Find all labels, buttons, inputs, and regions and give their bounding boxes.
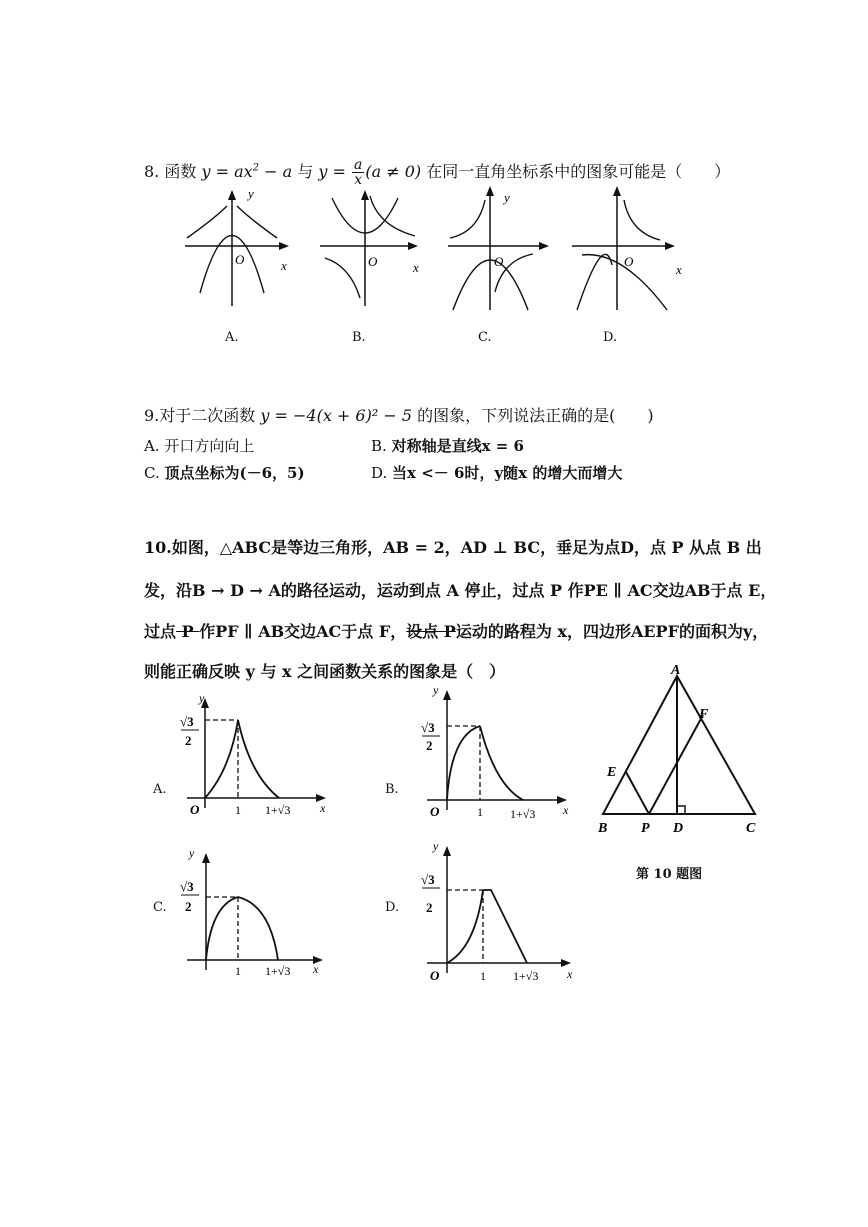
q10-line-3: 过点 P 作PF ∥ AB交边AC于点 F，设点 P运动的路程为 x，四边形AEPF的面积为y， — [144, 622, 769, 641]
q8-a-x-label: x — [281, 258, 287, 273]
q10-c-x-label: x — [313, 962, 319, 976]
q10-graph-b — [415, 680, 585, 820]
q9-option-b: B. 对称轴是直线x = 6 — [371, 437, 524, 455]
q9-stem — [144, 403, 654, 426]
q10-triangle-figure — [593, 662, 783, 842]
q8-expr1-b: − a — [259, 162, 293, 181]
q8-expr2-a: y = — [318, 162, 346, 181]
q10-d-x-end: 1+√3 — [513, 969, 539, 983]
q9-text-a: 对于二次函数 — [159, 406, 256, 425]
q9-expr: y = −4(x + 6)² − 5 — [260, 406, 413, 425]
q10-d-x-one: 1 — [480, 969, 486, 983]
q8-graph-b — [320, 188, 440, 308]
q8-frac-num: a — [353, 157, 363, 173]
q10-option-c: C. — [153, 900, 167, 915]
q8-expr1-a: y = ax — [201, 162, 253, 181]
q10-b-x-end: 1+√3 — [510, 807, 536, 821]
q10-graph-a — [175, 690, 345, 820]
q10-a-x-end: 1+√3 — [265, 803, 291, 817]
q8-graph-c — [448, 180, 573, 310]
q8-d-x-label: x — [676, 262, 682, 277]
q10-b-x-one: 1 — [477, 805, 483, 819]
q10-graph-d — [415, 838, 590, 988]
q10-d-x-label: x — [567, 967, 573, 981]
q10-b-sqrt3: √3 — [421, 720, 435, 735]
q10-b-origin: O — [430, 804, 440, 819]
q10-a-origin: O — [190, 802, 200, 817]
q8-fraction — [352, 158, 364, 187]
q8-option-a: A. — [225, 330, 239, 345]
q10-option-b: B. — [385, 782, 399, 797]
q10-b-y-label: y — [433, 683, 439, 697]
q10-a-sqrt3: √3 — [180, 714, 194, 729]
q10-c-y-label: y — [189, 846, 195, 860]
q8-expr2-b: (a ≠ 0) — [365, 162, 422, 181]
q10-b-two: 2 — [426, 738, 433, 753]
q8-expr1-sup: 2 — [252, 162, 260, 174]
q8-text-b: 与 — [297, 162, 314, 181]
q10-d-two: 2 — [426, 900, 433, 915]
q8-a-y-label: y — [248, 186, 254, 201]
q10-option-a: A. — [153, 782, 167, 797]
q10-a-two: 2 — [185, 733, 192, 748]
q10-d-y-label: y — [433, 839, 439, 853]
q10-b-x-label: x — [563, 803, 569, 817]
q9-number: 9. — [144, 406, 160, 425]
label-p: P — [641, 821, 650, 836]
q10-a-x-one: 1 — [235, 803, 241, 817]
q10-a-y-label: y — [199, 691, 205, 705]
q10-d-origin: O — [430, 968, 440, 983]
q8-text-a: 函数 — [164, 162, 197, 181]
q8-a-origin: O — [235, 252, 245, 267]
q10-line-4: 则能正确反映 y 与 x 之间函数关系的图象是（ ） — [144, 662, 506, 681]
q8-b-x-label: x — [413, 260, 419, 275]
q8-graph-a — [185, 188, 305, 308]
q10-line-1: 10.如图，△ABC是等边三角形，AB = 2，AD ⊥ BC，垂足为点D，点 P 从点 B 出 — [144, 538, 762, 557]
q10-graph-c — [175, 845, 345, 985]
q8-c-origin: O — [494, 254, 504, 269]
label-c: C — [746, 821, 756, 836]
q8-text-c: 在同一直角坐标系中的图象可能是（ ） — [426, 162, 731, 181]
q9-text-b: 的图象，下列说法正确的是( ) — [417, 406, 654, 425]
q9-option-d: D. 当x <－ 6时，y随x 的增大而增大 — [371, 464, 623, 482]
q10-c-x-one: 1 — [235, 964, 241, 978]
label-f: F — [699, 707, 709, 722]
q10-figure-caption: 第 10 题图 — [636, 867, 703, 882]
q10-d-sqrt3: √3 — [421, 872, 435, 887]
q8-option-d: D. — [603, 330, 618, 345]
q10-line-2: 发，沿B → D → A的路径运动，运动到点 A 停止，过点 P 作PE ∥ AC交边AB于点 E， — [144, 581, 777, 600]
label-d: D — [673, 821, 684, 836]
q10-c-x-end: 1+√3 — [265, 964, 291, 978]
q10-c-two: 2 — [185, 899, 192, 914]
q8-c-y-label: y — [504, 190, 510, 205]
q10-option-d: D. — [385, 900, 400, 915]
label-e: E — [607, 765, 617, 780]
q9-option-c: C. 顶点坐标为(－6，5) — [144, 464, 305, 482]
q9-option-a: A. 开口方向向上 — [144, 437, 255, 455]
label-b: B — [598, 821, 608, 836]
q8-graph-d — [572, 180, 697, 310]
q8-option-b: B. — [352, 330, 366, 345]
q8-number: 8. — [144, 162, 160, 181]
q10-a-x-label: x — [320, 801, 326, 815]
q8-option-c: C. — [478, 330, 492, 345]
q8-b-origin: O — [368, 254, 378, 269]
q8-d-origin: O — [624, 254, 634, 269]
label-a: A — [671, 663, 681, 678]
q10-c-sqrt3: √3 — [180, 879, 194, 894]
q8-frac-den: x — [354, 172, 363, 188]
